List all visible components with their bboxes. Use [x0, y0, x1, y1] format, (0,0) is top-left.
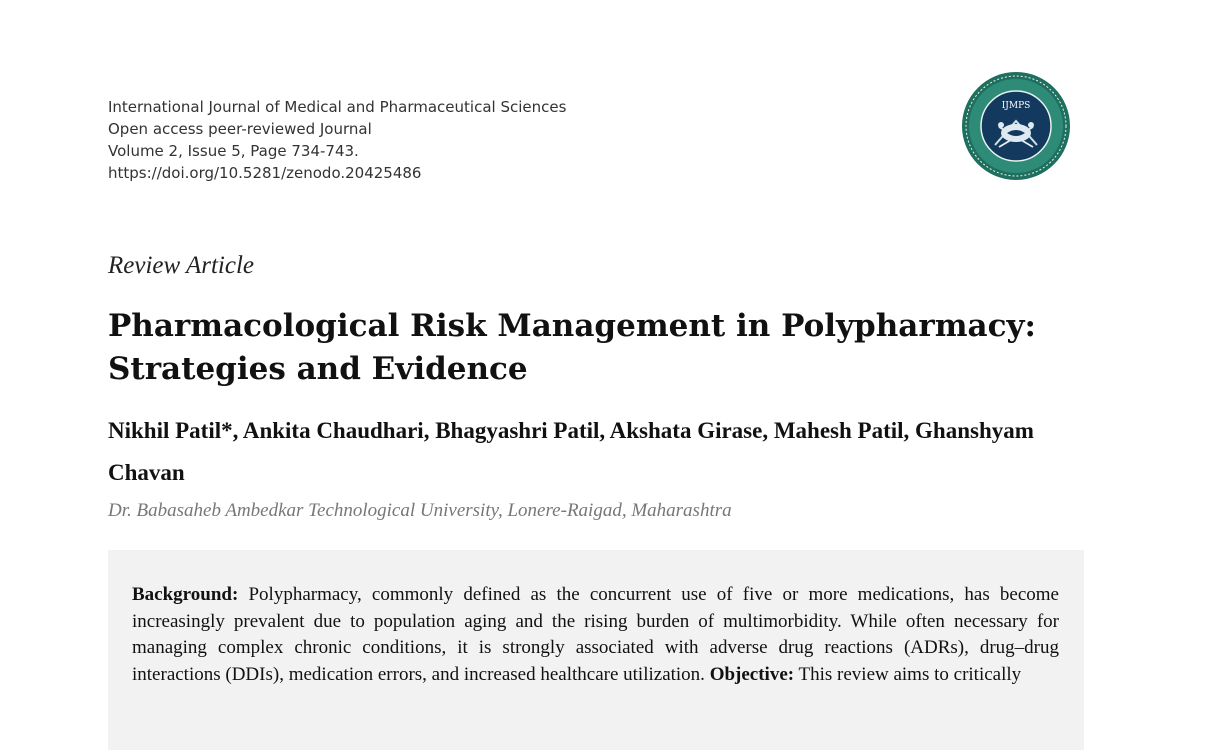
title-line-1: Pharmacological Risk Management in Polypharmacy:	[108, 308, 1036, 344]
author-list: Nikhil Patil*, Ankita Chaudhari, Bhagyashri Patil, Akshata Girase, Mahesh Patil, Ghanshyam Chavan	[108, 418, 1034, 485]
journal-info	[108, 96, 566, 184]
journal-access: Open access peer-reviewed Journal	[108, 120, 372, 138]
background-text: Polypharmacy, commonly defined as the concurrent use of five or more medications, has become increasingly prevalent due to population aging and the rising burden of multimorbidity. While often necessary for managing complex chronic conditions, it is strongly associated with adverse drug reactions (ADRs), drug–drug interactions (DDIs), medication errors, and increased healthcare utilization.	[132, 584, 1059, 685]
background-label: Background:	[132, 584, 239, 605]
objective-text: This review aims to critically	[794, 663, 1022, 685]
article-type: Review Article	[108, 252, 255, 279]
affiliation: Dr. Babasaheb Ambedkar Technological University, Lonere-Raigad, Maharashtra	[108, 500, 732, 521]
title-line-2: Strategies and Evidence	[108, 351, 528, 387]
article-title	[108, 305, 1108, 391]
journal-name: International Journal of Medical and Pharmaceutical Sciences	[108, 98, 567, 116]
journal-doi[interactable]: https://doi.org/10.5281/zenodo.20425486	[108, 164, 422, 182]
abstract-box	[108, 550, 1084, 750]
journal-logo	[961, 71, 1071, 181]
abstract-text	[132, 582, 1059, 688]
journal-logo-text: IJMPS	[1001, 101, 1031, 111]
journal-volume: Volume 2, Issue 5, Page 734-743.	[108, 142, 359, 160]
objective-label: Objective:	[709, 663, 795, 685]
